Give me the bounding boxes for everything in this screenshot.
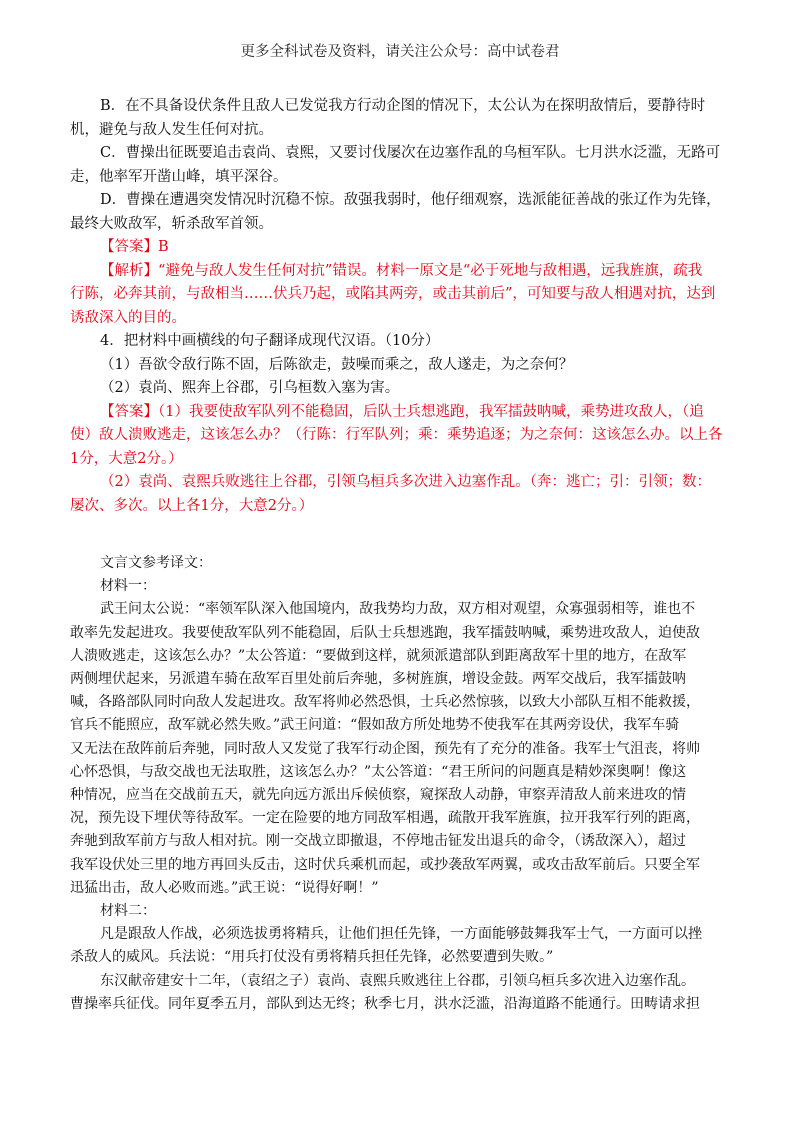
part2-line: 官兵不能照应，敌军就必然失败。”武王问道：“假如敌方所处地势不使我军在其两旁设伏，我军车骑	[70, 717, 680, 734]
part1-line: 行陈，必奔其前，与敌相当……伏兵乃起，或陷其两旁，或击其前后”，可知要与敌人相遇对抗，达到	[70, 286, 716, 302]
part1-line: 使）敌人溃败逃走，这该怎么办？（行陈：行军队列；乘：乘势追逐；为之奈何：这该怎么办。以上各	[70, 427, 723, 443]
part2-line: 况，预先设下埋伏等待敌军。一定在险要的地方同敌军相遇，疏散开我军旌旗，拉开我军行列的距离，	[70, 810, 700, 827]
part2-line: 武王问太公说：“率领军队深入他国境内，敌我势均力敌，双方相对观望，众寡强弱相等，谁也不	[100, 601, 696, 618]
part2-line: 凡是跟敌人作战，必须选拔勇将精兵，让他们担任先锋，一方面能够鼓舞我军士气，一方面可以挫	[100, 926, 702, 943]
part1-line: C．曹操出征既要追击袁尚、袁熙，又要讨伐屡次在边塞作乱的乌桓军队。七月洪水泛滥，无路可	[100, 145, 721, 161]
part2-line: 人溃败逃走，这该怎么办？”太公答道：“要做到这样，就须派遣部队到距离敌军十里的地方，在敌军	[70, 647, 687, 664]
part2-line: 喊，各路部队同时向敌人发起进攻。敌军将帅必然恐惧，士兵必然惊骇，以致大小部队互相不能救援，	[70, 694, 700, 711]
part1-line: B．在不具备设伏条件且敌人已发觉我方行动企图的情况下，太公认为在探明敌情后，要静待时	[100, 98, 706, 114]
part1-line: 最终大败敌军，斩杀敌军首领。	[70, 215, 273, 232]
part1-line: 屡次、多次。以上各1分，大意2分。）	[70, 497, 314, 514]
part2-line: 迅猛出击，敌人必败而逃。”武王说：“说得好啊！”	[70, 879, 379, 896]
part2-line: 敢率先发起进攻。我要使敌军队列不能稳固，后队士兵想逃跑，我军擂鼓呐喊，乘势进攻敌人，迫使敌	[70, 624, 700, 641]
part2-line: 心怀恐惧，与敌交战也无法取胜，这该怎么办？”太公答道：“君王所问的问题真是精妙深奥啊！像这	[70, 763, 687, 780]
part1-line: 4．把材料中画横线的句子翻译成现代汉语。（10分）	[100, 333, 440, 349]
part2-line: 材料二：	[100, 903, 156, 920]
part2-line: 奔驰到敌军前方与敌人相对抗。刚一交战立即撤退，不停地击钲发出退兵的命令，（诱敌深入），超过	[70, 833, 686, 850]
part2-line: 又无法在敌阵前后奔驰，同时敌人又发觉了我军行动企图，预先有了充分的准备。我军士气沮丧，将帅	[70, 740, 700, 757]
part2-line: 东汉献帝建安十二年，（袁绍之子）袁尚、袁熙兵败逃往上谷郡，引领乌桓兵多次进入边塞作乱。	[100, 972, 695, 989]
part2-line: 两侧埋伏起来，另派遣车骑在敌军百里处前后奔驰，多树旌旗，增设金鼓。两军交战后，我军擂鼓呐	[70, 671, 686, 688]
part1-line: D．曹操在遭遇突发情况时沉稳不惊。敌强我弱时，他仔细观察，选派能征善战的张辽作为先锋，	[100, 192, 721, 208]
part1-line: （2）袁尚、熙奔上谷郡，引乌桓数入塞为害。	[100, 380, 400, 396]
part1-line: 【答案】（1）我要使敌军队列不能稳固，后队士兵想逃跑，我军擂鼓呐喊，乘势进攻敌人，（追	[100, 403, 704, 420]
part1-line: （1）吾欲令敌行陈不固，后陈欲走，鼓噪而乘之，敌人遂走，为之奈何？	[100, 356, 574, 373]
part1-line: 诱敌深入的目的。	[70, 309, 186, 326]
part2-line: 杀敌人的威风。兵法说：“用兵打仗没有勇将精兵担任先锋，必然要遭到失败。”	[70, 949, 554, 966]
part1-line: 机，避免与敌人发生任何对抗。	[70, 121, 273, 138]
part1-line: 【解析】“避免与敌人发生任何对抗”错误。材料一原文是“必于死地与敌相遇，远我旌旗，疏我	[100, 262, 703, 279]
part1-line: 走，他率军开凿山峰，填平深谷。	[70, 168, 288, 185]
part2-line: 种情况，应当在交战前五天，就先向远方派出斥候侦察，窥探敌人动静，审察弄清敌人前来进攻的情	[70, 787, 686, 804]
page-header: 更多全科试卷及资料，请关注公众号：高中试卷君	[240, 44, 560, 60]
part2-line: 文言文参考译文：	[100, 555, 212, 571]
answer-section	[70, 95, 732, 518]
part1-line: （2）袁尚、袁熙兵败逃往上谷郡，引领乌桓兵多次进入边塞作乱。（奔：逃亡；引：引领；数：	[100, 474, 711, 490]
part1-line: 【答案】B	[100, 239, 169, 255]
part2-line: 曹操率兵征伐。同年夏季五月，部队到达无终；秋季七月，洪水泛滥，沿海道路不能通行。田畴请求担	[70, 995, 700, 1012]
part2-line: 我军设伏处三里的地方再回头反击，这时伏兵乘机而起，或抄袭敌军两翼，或攻击敌军前后。只要全军	[70, 856, 700, 873]
translation-section	[70, 552, 732, 1016]
part1-line: 1分，大意2分。）	[70, 450, 183, 467]
part2-line: 材料一：	[100, 578, 156, 595]
